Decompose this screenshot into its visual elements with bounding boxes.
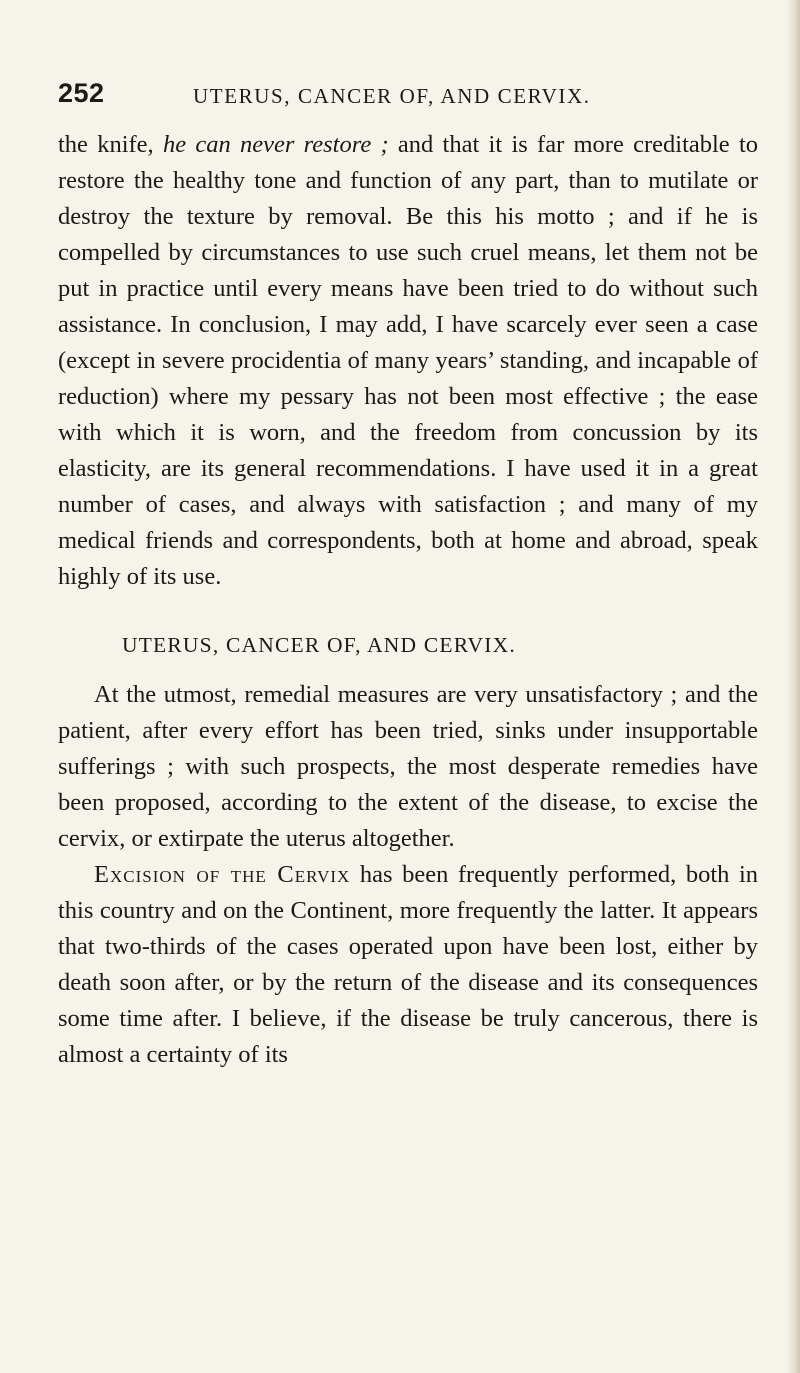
page-header — [58, 78, 758, 118]
paragraph1-emphasis: he can never restore ; — [162, 131, 389, 158]
body-text — [58, 127, 758, 1073]
paragraph-excision — [58, 857, 758, 1073]
excision-text: has been frequently performed, both in this country and on the Continent, more frequently the latter. It appears that two-thirds of the cases operated upon have been lost, either by death soon after, or by the return of the disease and its consequences some time after. I believe, if the disease be truly cancerous, there is almost a certainty of its — [58, 861, 759, 1068]
excision-lead: Excision of the Cervix — [94, 861, 351, 888]
section-title: UTERUS, CANCER OF, AND CERVIX. — [122, 633, 516, 657]
paragraph-remedial-measures: At the utmost, remedial measures are very unsatisfactory ; and the patient, after every effort has been tried, sinks under insupportable sufferings ; with such prospects, the most desperate remedies have been proposed, according to the extent of the disease, to excise the cervix, or extirpate the uterus altogether. — [58, 681, 758, 852]
page-number: 252 — [58, 78, 105, 108]
paragraph-continuation — [58, 127, 758, 595]
paragraph1-text: and that it is far more creditable to restore the healthy tone and function of any part, than to mutilate or destroy the texture by removal. Be this his motto ; and if he is compelled by circumstances to use such cruel means, let them not be put in practice until every means have been tried to do without such assistance. In conclusion, I may add, I have scarcely ever seen a case (except in severe procidentia of many years’ standing, and incapable of reduction) where my pessary has not been most effective ; the ease with which it is worn, and the freedom from concussion by its elasticity, are its general recommendations. I have used it in a great number of cases, and always with satisfaction ; and many of my medical friends and correspondents, both at home and abroad, speak highly of its use. — [58, 131, 759, 590]
paragraph1-lead: the knife, — [58, 131, 163, 158]
running-head: UTERUS, CANCER OF, AND CERVIX. — [193, 84, 591, 108]
page-edge — [786, 0, 800, 1373]
